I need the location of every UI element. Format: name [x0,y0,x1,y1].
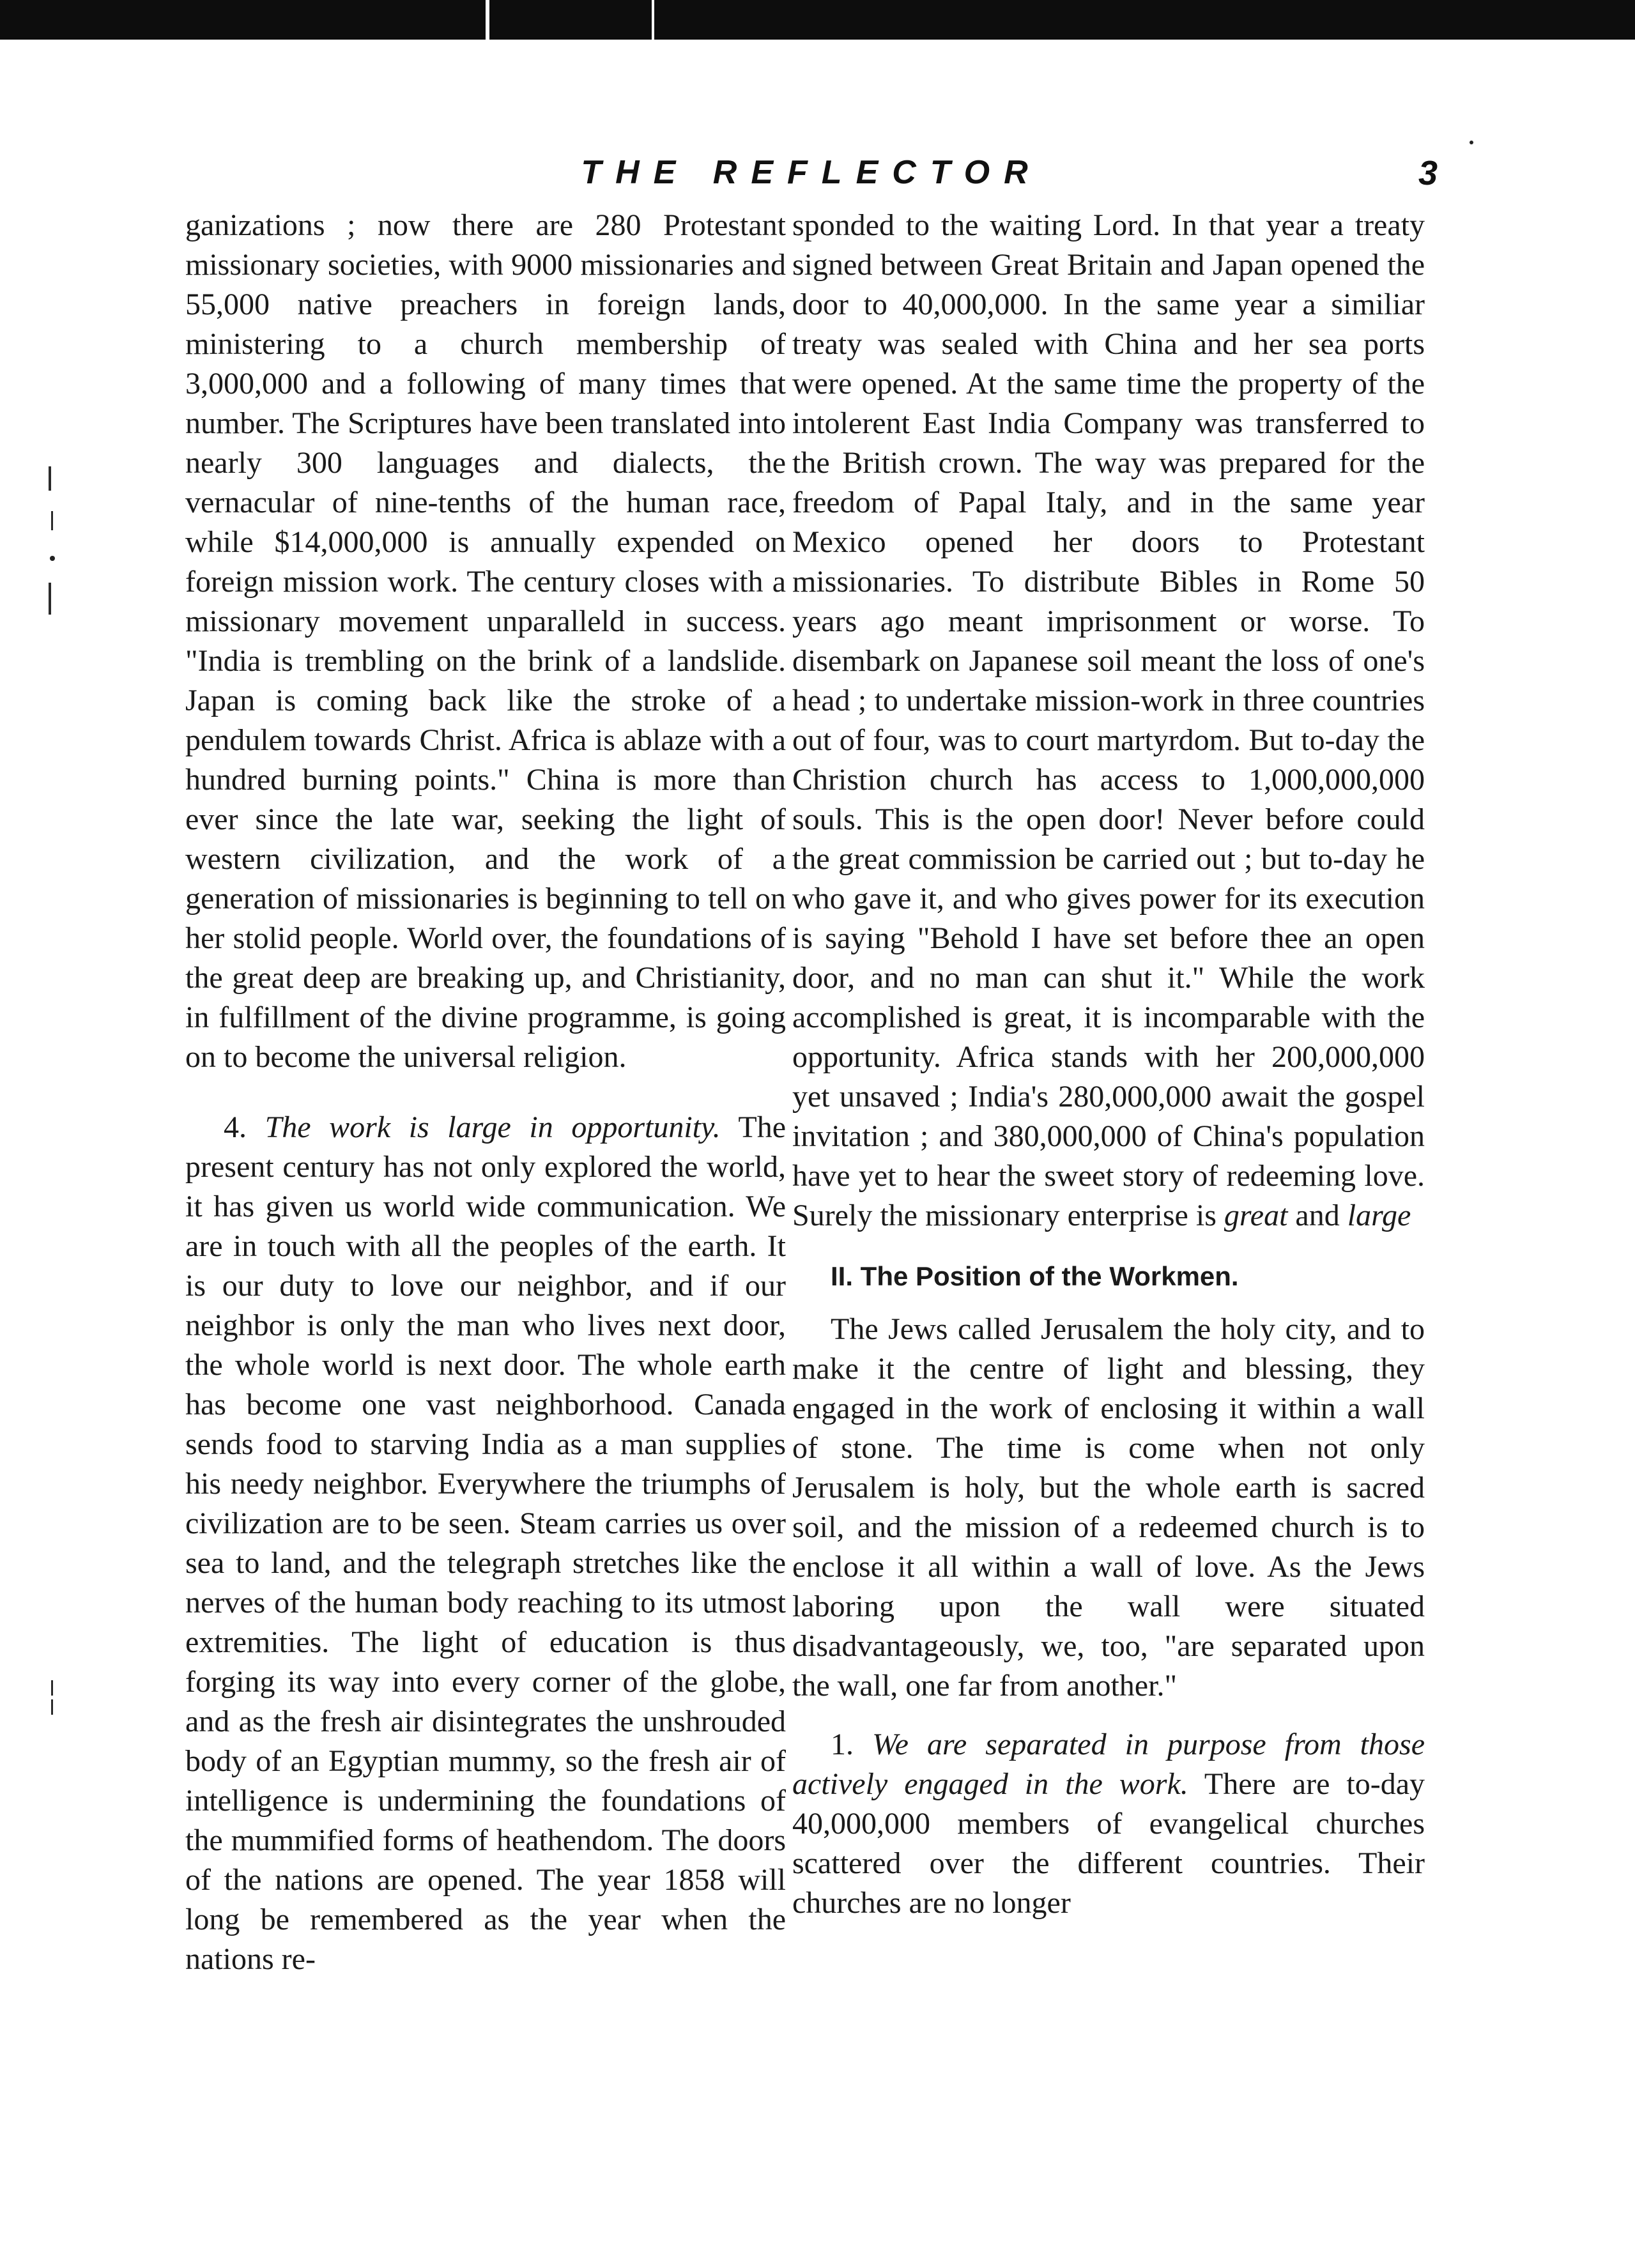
page-header [185,153,1438,204]
item-title: We are separated in purpose from those actively engaged in the work. [792,1728,1425,1801]
section-heading: II. The Position of the Workmen. [831,1261,1239,1291]
paragraph-body: The present century has not only explored the world, it has given us world wide communication. We are in touch with all the peoples of the earth. It is our duty to love our neighbor, and if our neighbor is only the man who lives next door, the whole world is next door. The whole earth has become one vast neighborhood. Canada sends food to starving India as a man supplies his needy neighbor. Everywhere the triumphs of civilization are to be seen. Steam carries us over sea to land, and the telegraph stretches like the nerves of the human body reaching to its utmost extremities. The light of education is thus forging its way into every corner of the globe, and as the fresh air disintegrates the unshrouded body of an Egyptian mummy, so the fresh air of intelligence is undermining the foundations of the mummified forms of heathendom. The doors of the nations are opened. The year 1858 will long be remembered as the year when the nations re- [185,1110,787,1976]
running-title: THE REFLECTOR [581,154,1042,191]
item-title: The work is large in opportunity. [265,1110,721,1144]
margin-mark [51,511,53,530]
item-number: 1. [831,1728,854,1761]
scan-speck [50,556,55,561]
paragraph: The Jews called Jerusalem the holy city, and to make it the centre of light and blessing, they engaged in the work of enclosing it within a wall of stone. The time is come when not only Jerusalem is holy, but the whole earth is sacred soil, and the mission of a redeemed church is to enclose it all within a wall of love. As the Jews laboring upon the wall were situated disadvantageously, we, too, "are separated upon the wall, one far from another." [792,1312,1425,1703]
margin-mark [51,1680,53,1696]
margin-mark [49,583,51,615]
right-column [792,206,1425,1923]
paragraph-body: There are to-day 40,000,000 members of evangelical churches scattered over the different countries. Their churches are no longer [792,1767,1425,1920]
paragraph-body: sponded to the waiting Lord. In that year a treaty signed between Great Britain and Japan opened the door to 40,000,000. In the same year a similiar treaty was sealed with China and her sea ports were opened. At the same time the property of the intolerent East India Company was transferred to the British crown. The way was prepared for the freedom of Papal Italy, and in the same year Mexico opened her doors to Protestant missionaries. To distribute Bibles in Rome 50 years ago meant imprisonment or worse. To disembark on Japanese soil meant the loss of one's head ; to undertake mission-work in three countries out of four, was to court martyrdom. But to-day the Christion church has access to 1,000,000,000 souls. This is the open door! Never before could the great commission be carried out ; but to-day he who gave it, and who gives power for its execution is saying "Behold I have set before thee an open door, and no man can shut it." While the work accomplished is great, it is incomparable with the opportunity. Africa stands with her 200,000,000 yet unsaved ; India's 280,000,000 await the gospel invitation ; and 380,000,000 of China's population have yet to hear the sweet story of redeeming love. Surely the missionary enterprise is [792,208,1425,1232]
paragraph [185,1108,786,1979]
paragraph [792,1725,1425,1923]
margin-mark [49,466,51,491]
left-column [185,206,786,1979]
paragraph: ganizations ; now there are 280 Protestant missionary societies, with 9000 missionaries and 55,000 native preachers in foreign lands, ministering to a church membership of 3,000,000 and a following of many times that number. The Scriptures have been translated into nearly 300 languages and dialects, the vernacular of nine-tenths of the human race, while $14,000,000 is annually expended on foreign mission work. The century closes with a missionary movement unparalleld in success. "India is trembling on the brink of a landslide. Japan is coming back like the stroke of a pendulem towards Christ. Africa is ablaze with a hundred burning points." China is more than ever since the late war, seeking the light of western civilization, and the work of a generation of missionaries is beginning to tell on her stolid people. World over, the foundations of the great deep are breaking up, and Christianity, in fulfillment of the divine programme, is going on to become the universal religion. [185,208,786,1074]
scan-border-notch [486,0,489,40]
scan-top-border [0,0,1635,40]
paragraph [792,206,1425,1236]
page-number: 3 [1418,154,1438,192]
paragraph-word: and [1295,1199,1340,1232]
item-number: 4. [224,1110,247,1144]
margin-mark [51,1699,53,1715]
scan-border-notch [652,0,654,40]
scan-speck [1470,141,1473,144]
emphasis-word: large [1347,1199,1411,1232]
emphasis-word: great [1224,1199,1288,1232]
